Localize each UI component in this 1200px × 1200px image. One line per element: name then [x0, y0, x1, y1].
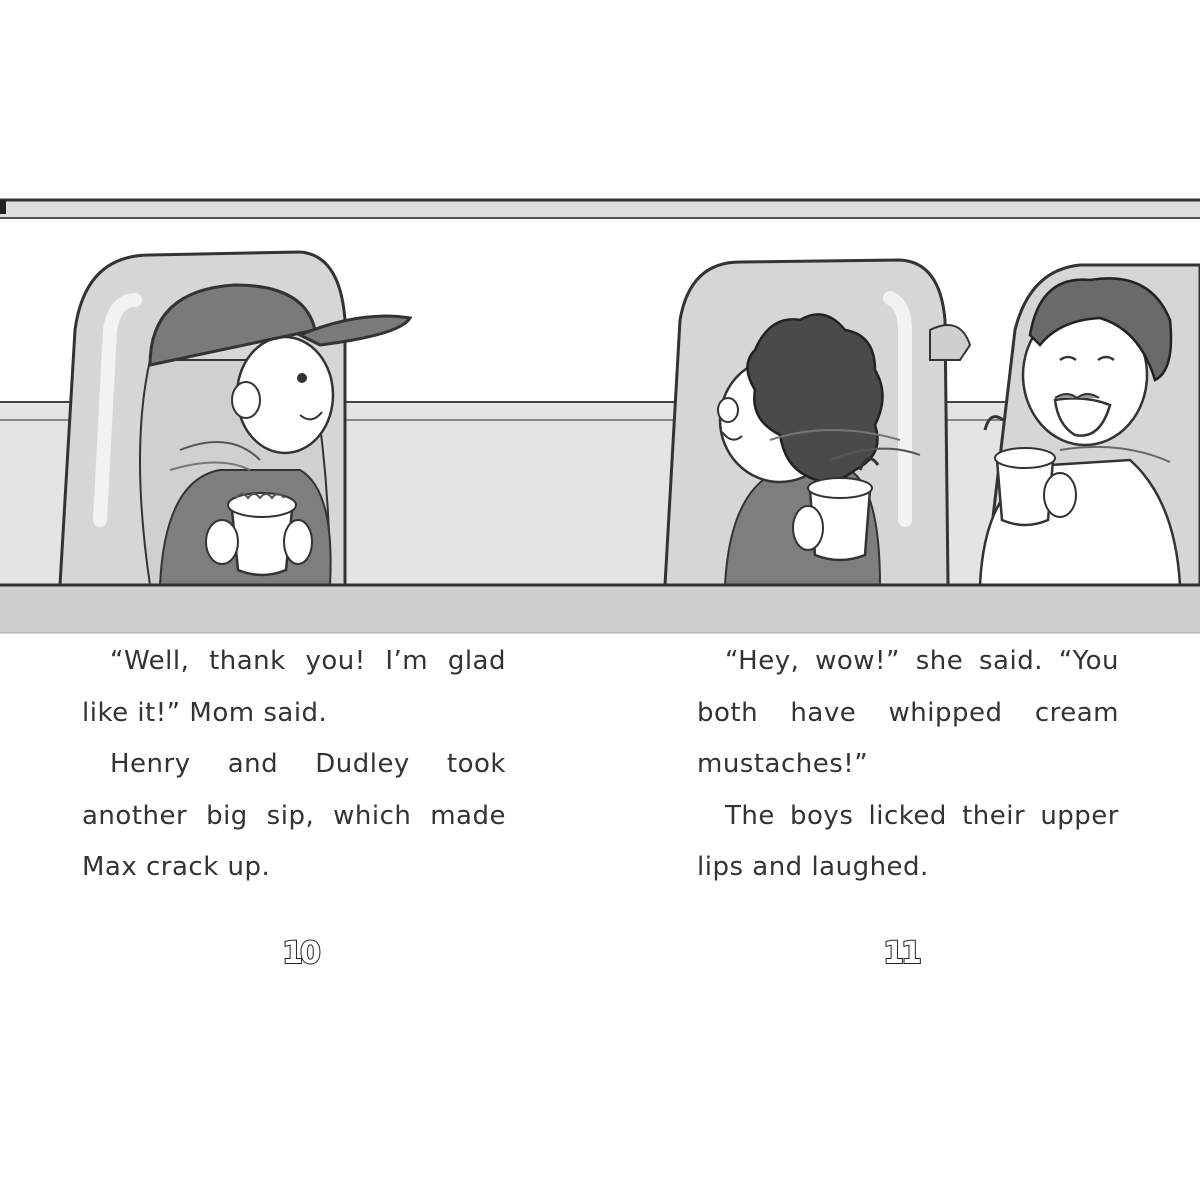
- seat-ledge: [0, 585, 1200, 633]
- paragraph: Henry and Dudley took another big sip, which made Max crack up.: [82, 749, 506, 882]
- page-number: 10: [282, 936, 318, 971]
- left-page-text: [82, 636, 506, 894]
- page-number: 11: [883, 936, 919, 971]
- paragraph: “Well, thank you! I’m glad like it!” Mom said.: [82, 646, 506, 728]
- paragraph: “Hey, wow!” she said. “You both have whipped cream mustaches!”: [697, 646, 1119, 779]
- right-page-text: [697, 636, 1119, 894]
- paragraph: The boys licked their upper lips and laughed.: [697, 800, 1119, 882]
- car-roof: [0, 200, 1200, 218]
